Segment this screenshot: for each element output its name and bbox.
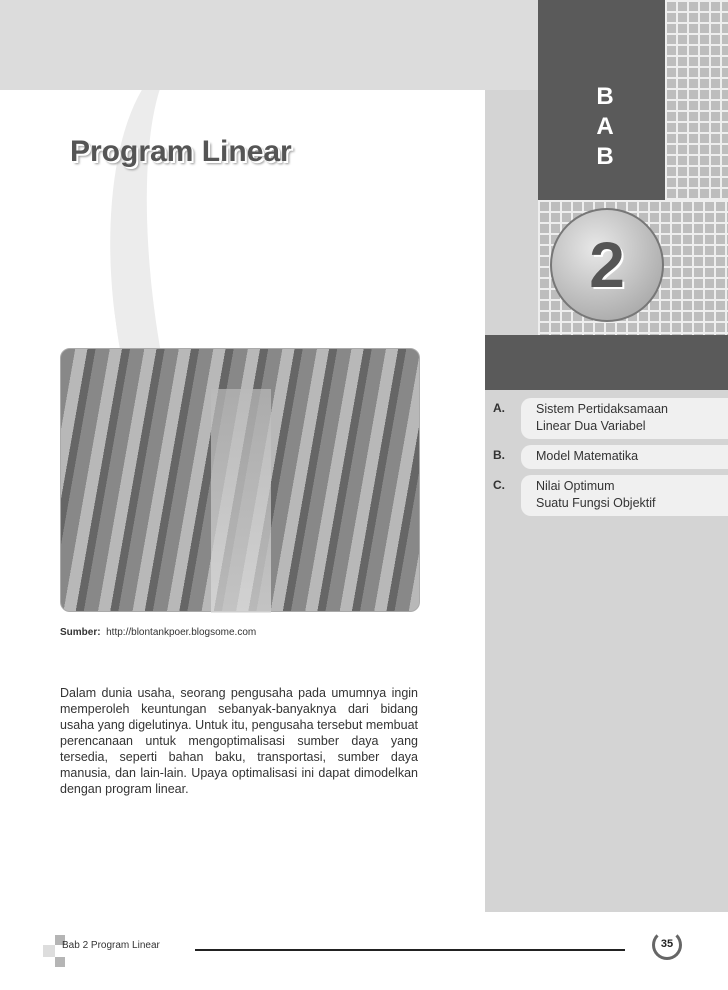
- intro-paragraph: Dalam dunia usaha, seorang pengusaha pada umumnya ingin memperoleh keuntungan sebanyak-banyaknya dari bidang usaha yang digelutinya. Untuk itu, pengusaha tersebut membuat perencanaan untuk mengoptimalisasi sumber daya yang tersedia, seperti bahan baku, transportasi, sumber daya manusia, dan lain-lain. Upaya optimalisasi ini dapat dimodelkan dengan program linear.: [60, 686, 418, 796]
- toc-line: Sistem Pertidaksamaan: [536, 402, 669, 416]
- dark-band: [485, 335, 728, 390]
- grid-texture: [665, 0, 728, 200]
- toc-label: [521, 398, 728, 439]
- toc-item[interactable]: [493, 445, 728, 469]
- footer-square: [55, 957, 65, 967]
- toc-label: [521, 445, 728, 469]
- chapter-photo: [60, 348, 420, 612]
- chapter-title: Program Linear: [70, 135, 292, 168]
- footer-square: [43, 945, 55, 957]
- source-url: http://blontankpoer.blogsome.com: [106, 627, 257, 638]
- footer-text: Bab 2 Program Linear: [62, 940, 160, 951]
- toc-letter: A.: [493, 401, 505, 415]
- page-number: 35: [652, 930, 682, 960]
- source-label: Sumber:: [60, 627, 101, 638]
- toc-label: [521, 475, 728, 516]
- toc-letter: C.: [493, 478, 505, 492]
- bab-letter: A: [596, 113, 614, 140]
- toc-letter: B.: [493, 448, 505, 462]
- toc-line: Suatu Fungsi Objektif: [536, 496, 656, 510]
- table-of-contents: [493, 398, 728, 522]
- bab-letter: B: [596, 83, 614, 110]
- bab-label: [590, 82, 620, 172]
- toc-item[interactable]: [493, 398, 728, 439]
- toc-line: Model Matematika: [536, 449, 639, 463]
- photo-source: [60, 627, 256, 638]
- bab-letter: B: [596, 143, 614, 170]
- chapter-number: 2: [550, 208, 664, 322]
- footer-rule: [195, 949, 625, 951]
- toc-line: Linear Dua Variabel: [536, 419, 646, 433]
- toc-line: Nilai Optimum: [536, 479, 615, 493]
- toc-item[interactable]: [493, 475, 728, 516]
